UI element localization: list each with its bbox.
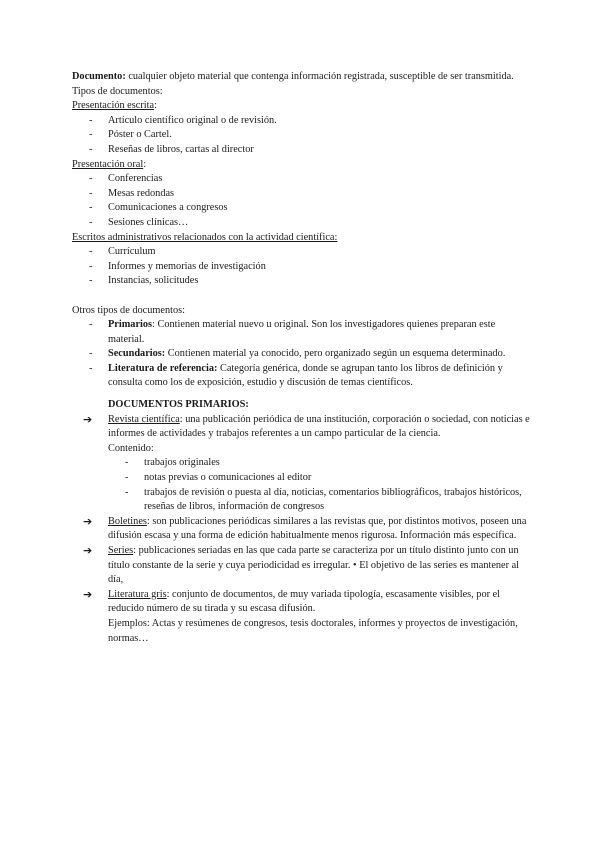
other-types-heading: Otros tipos de documentos: — [72, 304, 185, 316]
list-item: - Artículo científico original o de revisión. — [72, 114, 532, 129]
list-item: - Póster o Cartel. — [72, 128, 532, 143]
admin-heading: Escritos administrativos relacionados con la actividad científica: — [72, 231, 338, 243]
list-item: - Sesiones clínicas… — [72, 216, 532, 231]
dash-marker: - — [125, 472, 129, 484]
list-item-series: ➔ Series: publicaciones seriadas en las que cada parte se caracteriza por un título distinto junto con un título constante de la serie y cuya periodicidad es irregular. • El objetivo de las series es mantener al día, — [83, 544, 520, 586]
definition-paragraph — [72, 70, 532, 85]
written-heading: Presentación escrita: — [72, 100, 157, 112]
dash-marker: - — [89, 362, 93, 374]
dash-marker: - — [89, 246, 93, 258]
arrow-icon: ➔ — [83, 544, 93, 557]
types-heading: Tipos de documentos: — [72, 85, 163, 97]
dash-marker: - — [125, 486, 129, 498]
arrow-icon: ➔ — [83, 587, 93, 601]
arrow-icon: ➔ — [83, 514, 93, 528]
list-item: - trabajos originales — [72, 456, 532, 471]
list-item: - Comunicaciones a congresos — [72, 201, 532, 216]
list-item: - Conferencias — [72, 172, 532, 187]
dash-marker: - — [89, 275, 93, 287]
document-body — [72, 70, 532, 646]
dash-marker: - — [89, 319, 93, 331]
dash-marker: - — [89, 143, 93, 155]
list-item: - trabajos de revisión o puesta al día, noticias, comentarios bibliográficos, trabajos históricos, reseñas de libros, información de congresos — [125, 486, 522, 513]
list-item: - Mesas redondas — [72, 187, 532, 202]
list-item-boletines: ➔ Boletines: son publicaciones periódicas similares a las revistas que, por distintos motivos, poseen una difusión escasa y una forma de edición habitualmente menos rigurosa. Información más específica. — [83, 514, 527, 542]
list-item: - Instancias, solicitudes — [72, 274, 532, 289]
list-item: - Reseñas de libros, cartas al director — [72, 143, 532, 158]
dash-marker: - — [89, 187, 93, 199]
revista-content-list — [72, 456, 532, 514]
list-item-revista: ➔ Revista científica: una publicación periódica de una institución, corporación o sociedad, con noticias e informes de actividades y trabajos referentes a un campo particular de la ciencia. Contenido: — [72, 413, 532, 457]
other-types-list — [72, 318, 532, 391]
examples-text: Ejemplos: Actas y resúmenes de congresos, tesis doctorales, informes y proyectos de investigación, normas… — [108, 617, 518, 644]
oral-heading: Presentación oral: — [72, 158, 147, 170]
dash-marker: - — [89, 216, 93, 228]
dash-marker: - — [89, 260, 93, 272]
list-item: - Primarios: Contienen material nuevo u original. Son los investigadores quienes preparan este material. — [89, 319, 496, 345]
dash-marker: - — [89, 173, 93, 185]
dash-marker: - — [89, 129, 93, 141]
list-item-literatura-gris: ➔ Literatura gris: conjunto de documentos, de muy variada tipología, escasamente visibles, por el reducido número de su tirada y su escasa difusión. Ejemplos: Actas y resúmenes de congresos, tesis doctorales, informes y proyectos de investigación, normas… — [72, 588, 532, 646]
list-item: - Informes y memorias de investigación — [72, 260, 532, 275]
list-item: - Literatura de referencia: Categoría genérica, donde se agrupan tanto los libros de definición y consulta como los de exposición, estudio y discusión de temas científicos. — [89, 362, 503, 389]
dash-marker: - — [89, 114, 93, 126]
definition-text: cualquier objeto material que contenga información registrada, susceptible de ser transmitida. — [125, 71, 514, 82]
spacer — [72, 289, 532, 304]
list-item: - notas previas o comunicaciones al editor — [72, 471, 532, 486]
primary-docs-heading: DOCUMENTOS PRIMARIOS: — [108, 399, 249, 411]
arrow-icon: ➔ — [83, 412, 93, 426]
dash-marker: - — [89, 202, 93, 214]
list-item: - Currículum — [72, 245, 532, 260]
dash-marker: - — [89, 348, 93, 360]
content-label: Contenido: — [108, 442, 154, 454]
definition-term: Documento: — [72, 71, 126, 82]
dash-marker: - — [125, 457, 129, 469]
list-item: - Secundarios: Contienen material ya conocido, pero organizado según un esquema determinado. — [72, 347, 532, 362]
